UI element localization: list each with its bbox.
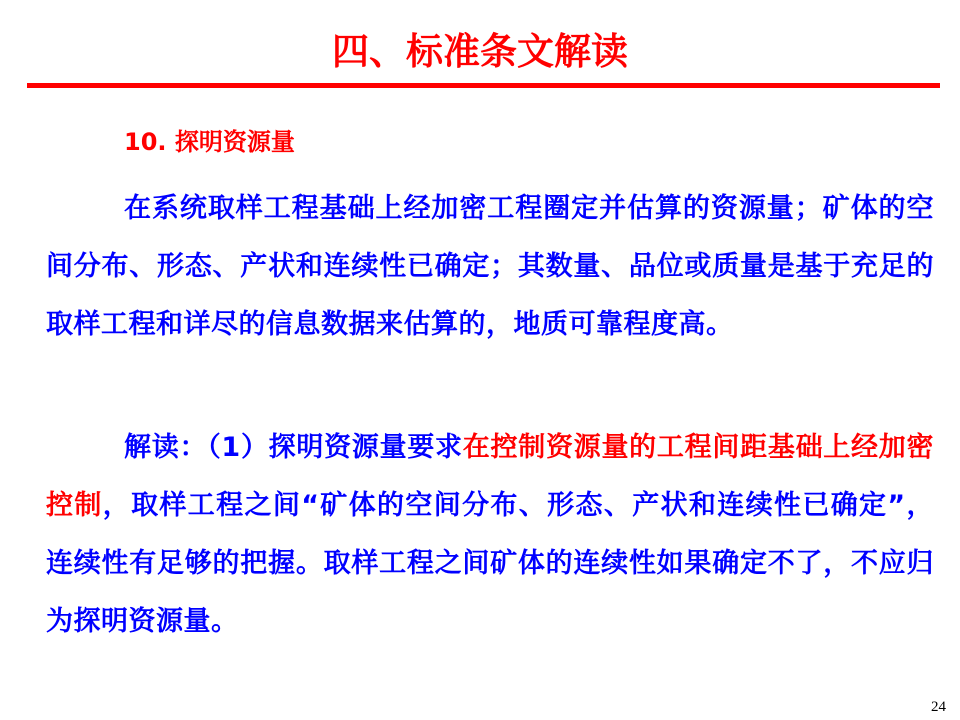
interpretation-text-part2: ，取样工程之间“矿体的空间分布、形态、产状和连续性已确定”，连续性有足够的把握。取样工程之间矿体的连续性如果确定不了，不应归为探明资源量。 [46,490,934,637]
page-number: 24 [931,699,946,715]
title-underline [27,83,940,88]
interpretation-highlight: 在控制资源量的工程间距基础上经加密控制 [46,432,934,521]
slide-title: 四、标准条文解读 [332,30,628,73]
interpretation-paragraph [46,419,934,651]
definition-paragraph: 在系统取样工程基础上经加密工程圈定并估算的资源量；矿体的空间分布、形态、产状和连续性已确定；其数量、品位或质量是基于充足的取样工程和详尽的信息数据来估算的，地质可靠程度高。 [46,193,934,340]
section-heading: 10. 探明资源量 [124,128,295,156]
interpretation-text-part1: 解读：（1）探明资源量要求 [124,432,463,463]
